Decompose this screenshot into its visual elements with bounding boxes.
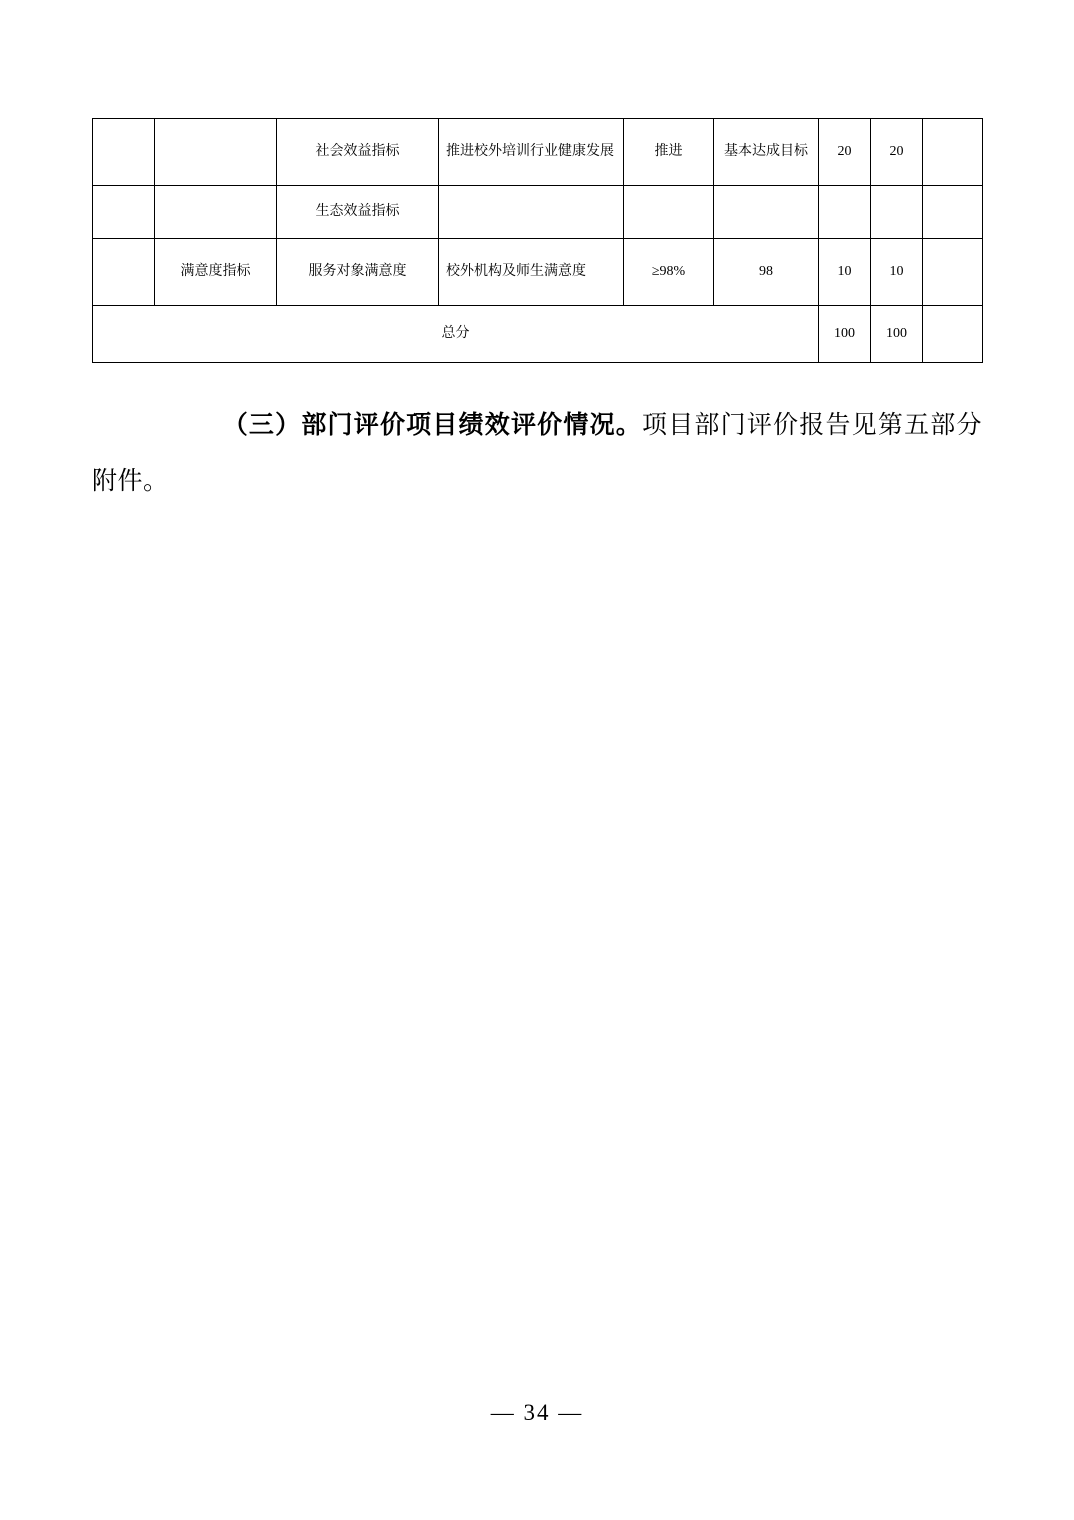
cell-indicator-name: 推进校外培训行业健康发展 [439, 119, 624, 186]
cell-obtained-score [871, 186, 923, 239]
cell-indicator-name: 校外机构及师生满意度 [439, 239, 624, 306]
cell-total-remark [923, 306, 983, 363]
cell-category [93, 186, 155, 239]
cell-remark [923, 239, 983, 306]
cell-target-value [624, 186, 714, 239]
cell-actual-value [714, 186, 819, 239]
cell-weight-score: 20 [819, 119, 871, 186]
cell-actual-value: 98 [714, 239, 819, 306]
cell-weight-score: 10 [819, 239, 871, 306]
section-paragraph [92, 398, 982, 510]
performance-indicator-table [92, 118, 983, 363]
cell-group: 满意度指标 [155, 239, 277, 306]
table-total-row [93, 306, 983, 363]
cell-total-obtained: 100 [871, 306, 923, 363]
cell-indicator-type: 服务对象满意度 [277, 239, 439, 306]
table-row [93, 119, 983, 186]
cell-total-label: 总分 [93, 306, 819, 363]
cell-target-value: 推进 [624, 119, 714, 186]
cell-weight-score [819, 186, 871, 239]
cell-group [155, 119, 277, 186]
cell-indicator-type: 社会效益指标 [277, 119, 439, 186]
cell-remark [923, 119, 983, 186]
cell-obtained-score: 20 [871, 119, 923, 186]
page-number: — 34 — [490, 1400, 584, 1425]
cell-target-value: ≥98% [624, 239, 714, 306]
cell-category [93, 119, 155, 186]
performance-table-container [92, 118, 982, 363]
cell-obtained-score: 10 [871, 239, 923, 306]
paragraph-heading: （三）部门评价项目绩效评价情况。 [222, 412, 643, 439]
cell-indicator-name [439, 186, 624, 239]
cell-indicator-type: 生态效益指标 [277, 186, 439, 239]
cell-remark [923, 186, 983, 239]
paragraph-body: 项目部门评价报告见第五部分附件。 [92, 412, 982, 495]
cell-total-weight: 100 [819, 306, 871, 363]
table-row [93, 239, 983, 306]
cell-actual-value: 基本达成目标 [714, 119, 819, 186]
cell-group [155, 186, 277, 239]
table-row [93, 186, 983, 239]
cell-category [93, 239, 155, 306]
